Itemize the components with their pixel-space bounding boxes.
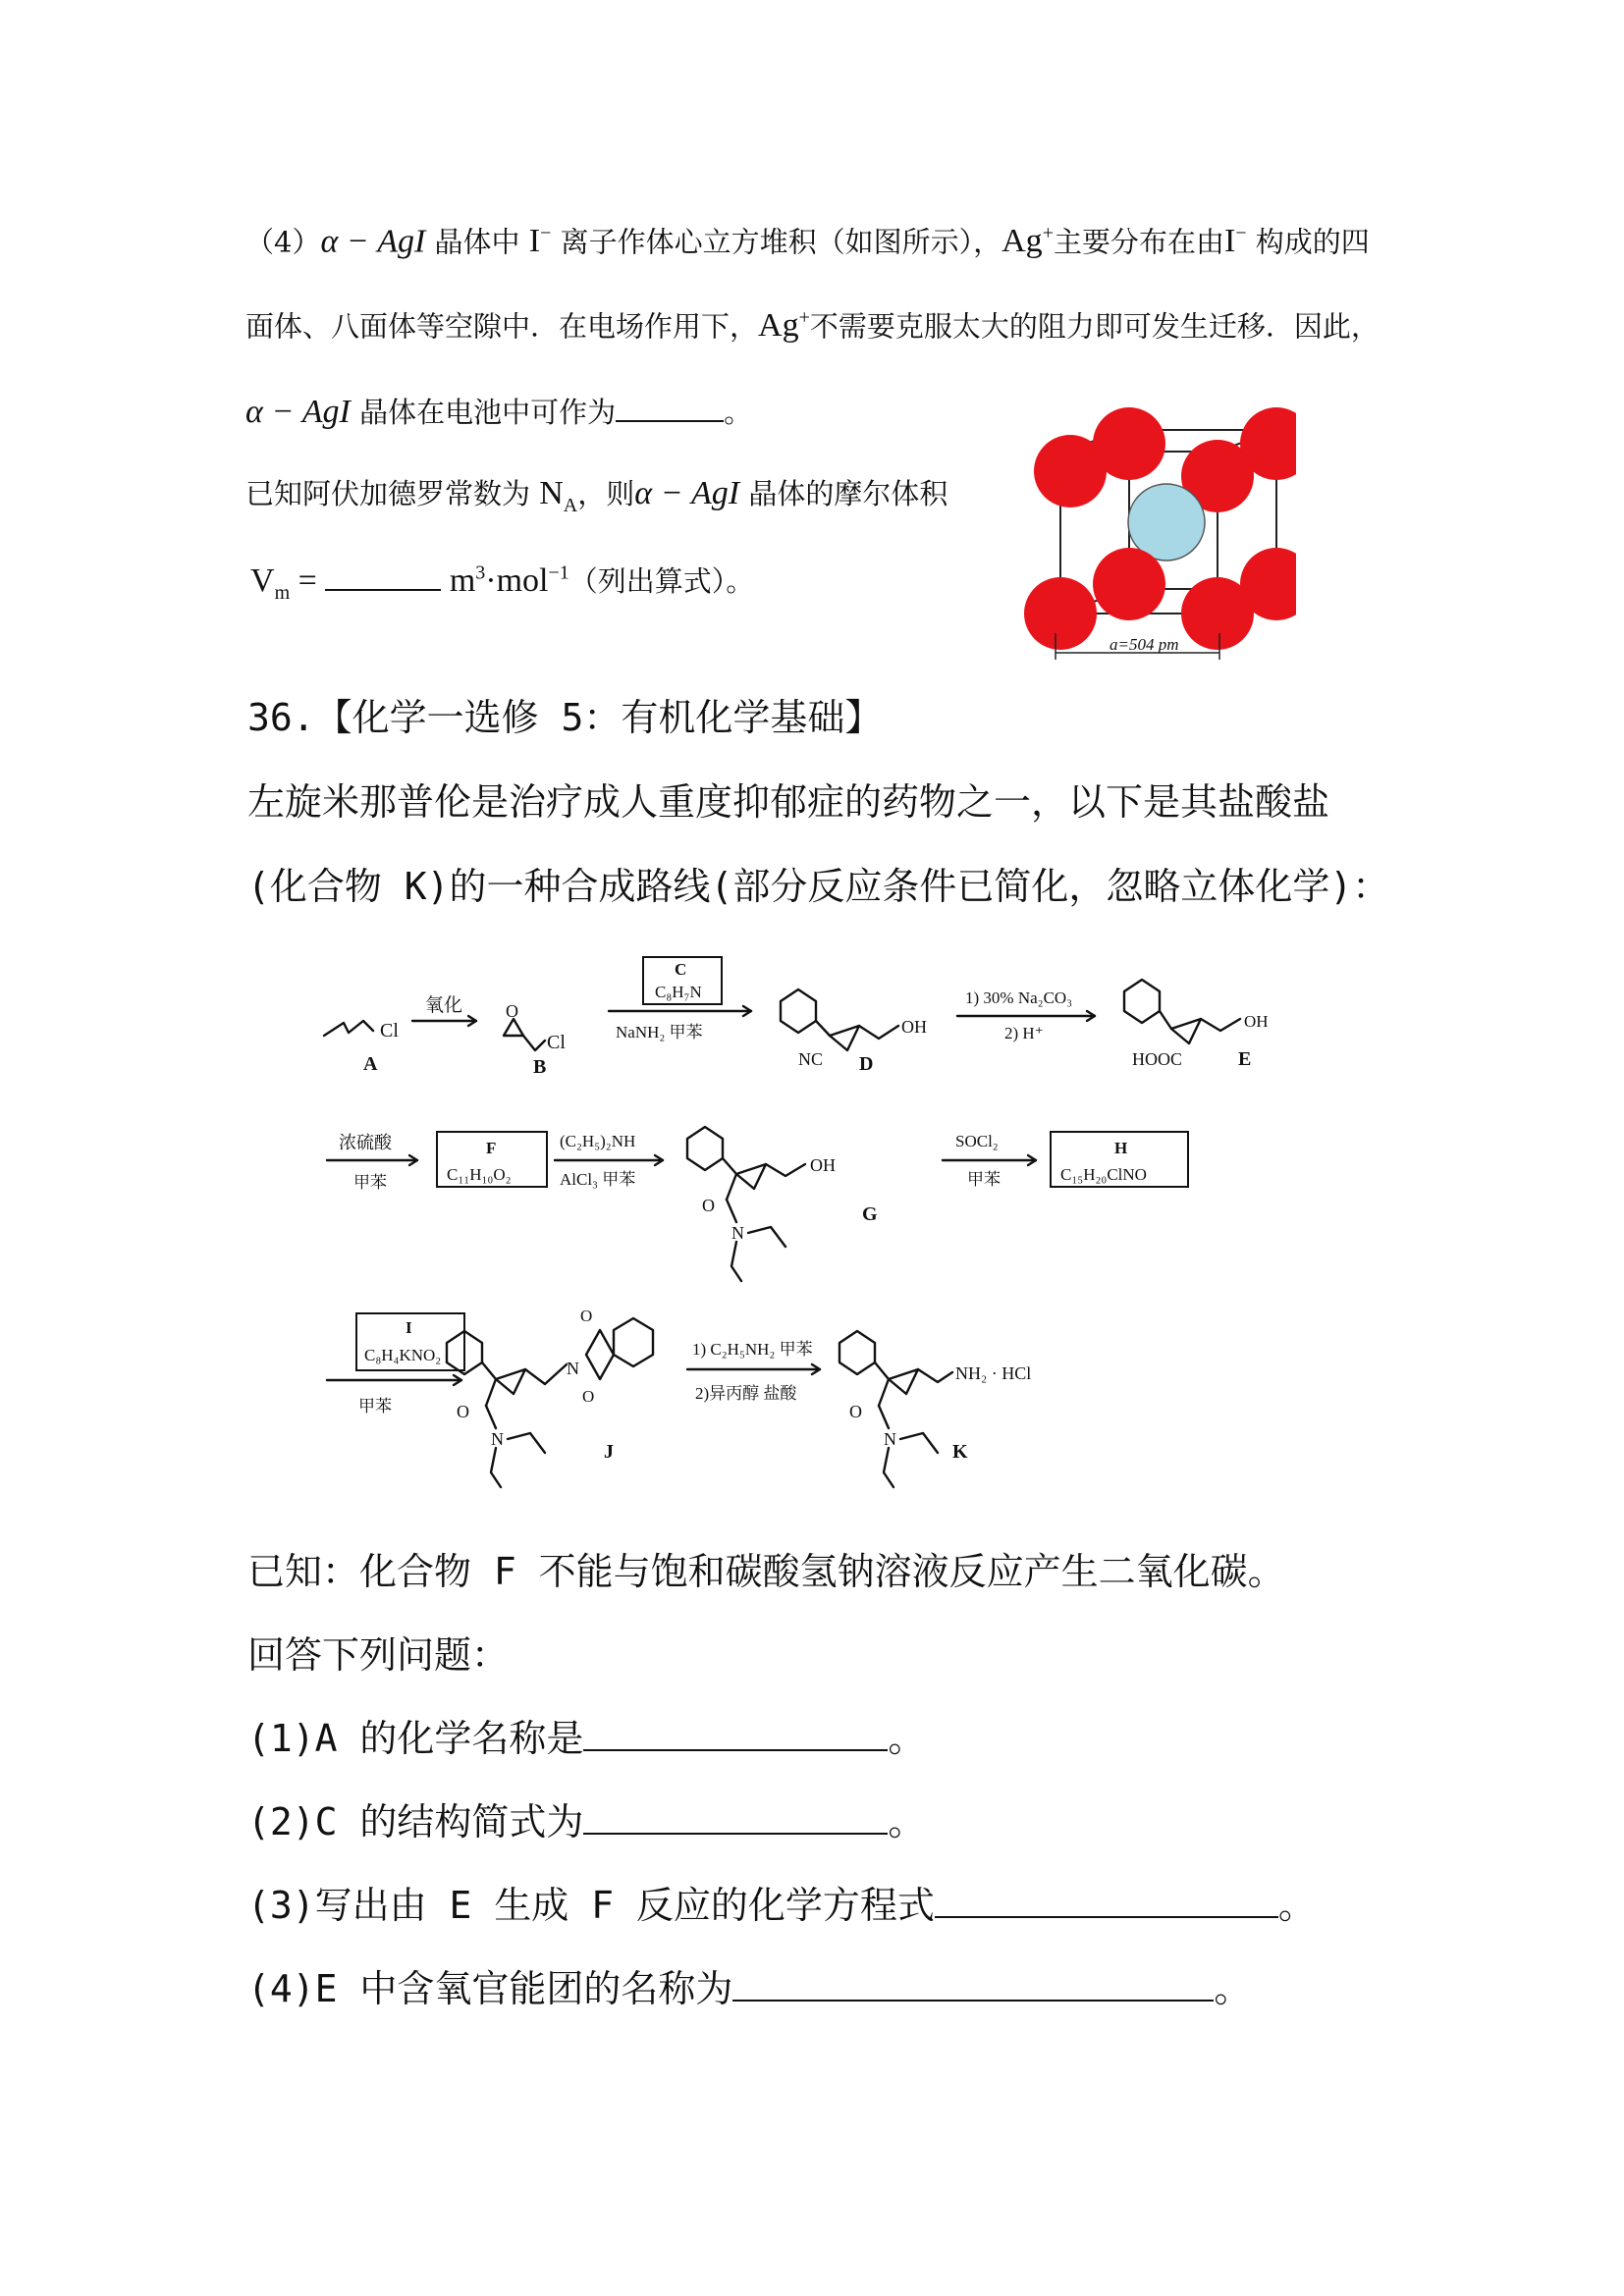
q36-intro-line1: 左旋米那普伦是治疗成人重度抑郁症的药物之一，以下是其盐酸盐	[247, 780, 1330, 824]
text: 已知阿伏加德罗常数为	[245, 477, 540, 510]
svg-text:J: J	[604, 1441, 614, 1463]
svg-text:NaNH₂ 甲苯: NaNH₂ 甲苯	[616, 1023, 703, 1041]
part4-line4	[245, 477, 947, 515]
sub-question-1	[247, 1717, 926, 1760]
svg-text:O: O	[582, 1387, 595, 1406]
svg-text:C: C	[675, 960, 687, 979]
svg-text:C₈H₇N: C₈H₇N	[655, 983, 702, 1001]
svg-text:F: F	[486, 1139, 497, 1157]
arrow-h-to-j	[327, 1313, 464, 1415]
iodide-ion: I−	[528, 223, 552, 260]
arrow-e-to-f	[327, 1133, 417, 1192]
svg-text:E: E	[1238, 1048, 1252, 1070]
compound-B	[504, 1001, 566, 1078]
arrow-j-to-k	[687, 1340, 820, 1403]
svg-text:I: I	[406, 1318, 412, 1337]
text: 。	[1277, 1884, 1316, 1927]
svg-text:O: O	[849, 1402, 862, 1421]
part4-line3	[245, 393, 752, 429]
svg-text:N: N	[884, 1429, 896, 1449]
synthesis-scheme	[309, 942, 1330, 1492]
silver-ion: Ag+	[1001, 223, 1054, 260]
svg-text:甲苯: 甲苯	[353, 1173, 387, 1192]
equals: =	[290, 562, 326, 599]
compound-A	[324, 1020, 399, 1075]
molar-volume: $V_m$	[250, 562, 291, 604]
text: 构成的四	[1246, 225, 1370, 259]
silver-ion: Ag+	[758, 307, 810, 345]
known-statement: 已知：化合物 F 不能与饱和碳酸氢钠溶液反应产生二氧化碳。	[247, 1550, 1285, 1593]
text: 晶体的摩尔体积	[739, 477, 948, 510]
svg-text:D: D	[859, 1053, 874, 1075]
svg-text:甲苯: 甲苯	[358, 1397, 392, 1415]
question-number: （4）	[245, 225, 321, 259]
svg-text:O: O	[457, 1402, 469, 1421]
iodide-sphere	[1024, 577, 1097, 650]
svg-text:H: H	[1114, 1139, 1128, 1157]
part4-line2	[245, 308, 1380, 343]
text: 晶体在电池中可作为	[350, 396, 617, 429]
svg-text:C₁₁H₁₀O₂: C₁₁H₁₀O₂	[447, 1165, 512, 1184]
arrow-d-to-e	[957, 988, 1095, 1042]
svg-text:浓硫酸: 浓硫酸	[339, 1133, 392, 1152]
silver-sphere	[1128, 484, 1205, 561]
sub-question-4	[247, 1967, 1252, 2010]
iodide-sphere	[1181, 577, 1254, 650]
answer-blank[interactable]	[616, 393, 724, 422]
svg-text:N: N	[491, 1429, 504, 1449]
alpha-agi: α − AgI	[634, 475, 740, 511]
answer-blank[interactable]	[583, 1805, 888, 1835]
alpha-agi: α − AgI	[245, 394, 351, 430]
svg-text:C₁₅H₂₀ClNO: C₁₅H₂₀ClNO	[1060, 1165, 1147, 1184]
answer-prompt: 回答下列问题：	[247, 1633, 510, 1677]
svg-text:2)异丙醇 盐酸: 2)异丙醇 盐酸	[695, 1384, 797, 1403]
svg-text:C₈H₄KNO₂: C₈H₄KNO₂	[364, 1346, 442, 1364]
q36-heading: 36.【化学一选修 5：有机化学基础】	[247, 696, 883, 739]
svg-text:甲苯: 甲苯	[967, 1170, 1001, 1189]
lattice-constant-label: a=504 pm	[1110, 635, 1179, 654]
svg-text:AlCl₃ 甲苯: AlCl₃ 甲苯	[560, 1170, 636, 1189]
svg-text:N: N	[567, 1359, 579, 1378]
svg-text:NC: NC	[798, 1049, 824, 1069]
svg-text:G: G	[862, 1203, 878, 1225]
sub-question-3	[247, 1884, 1316, 1927]
svg-text:OH: OH	[810, 1155, 836, 1175]
svg-text:SOCl₂: SOCl₂	[955, 1132, 999, 1150]
answer-blank[interactable]	[325, 561, 441, 591]
text: 不需要克服太大的阻力即可发生迁移．因此，	[809, 309, 1380, 344]
part4-line5	[250, 561, 754, 603]
svg-text:OH: OH	[1244, 1012, 1269, 1031]
compound-D	[781, 989, 927, 1075]
svg-text:N: N	[731, 1223, 744, 1243]
svg-text:O: O	[506, 1001, 518, 1021]
text: (3)写出由 E 生成 F 反应的化学方程式	[247, 1884, 935, 1927]
arrow-oxidation	[412, 994, 476, 1026]
svg-text:Cl: Cl	[547, 1032, 566, 1053]
text: 。	[724, 396, 753, 429]
svg-text:2) H⁺: 2) H⁺	[1004, 1024, 1044, 1042]
compound-F-box	[437, 1132, 547, 1187]
answer-blank[interactable]	[935, 1889, 1278, 1918]
part4-line1	[245, 224, 1370, 258]
svg-text:1) 30% Na₂CO₃: 1) 30% Na₂CO₃	[965, 988, 1073, 1007]
text: 主要分布在由	[1053, 225, 1224, 259]
compound-K	[839, 1331, 1031, 1487]
iodide-sphere	[1034, 435, 1107, 507]
svg-text:K: K	[952, 1441, 968, 1463]
text: 。	[1214, 1967, 1252, 2010]
text: 晶体中	[425, 225, 529, 259]
iodide-ion: I−	[1223, 223, 1247, 260]
compound-J	[447, 1307, 653, 1487]
alpha-agi: α − AgI	[320, 223, 426, 260]
svg-text:B: B	[533, 1056, 547, 1078]
text: 离子作体心立方堆积（如图所示），	[551, 225, 1002, 259]
sub-question-2	[247, 1800, 926, 1843]
answer-blank[interactable]	[583, 1722, 888, 1751]
q36-intro-line2: (化合物 K)的一种合成路线(部分反应条件已简化，忽略立体化学)：	[247, 865, 1390, 908]
text: ，则	[577, 477, 635, 510]
compound-H-box	[1051, 1132, 1188, 1187]
text: 面体、八面体等空隙中．在电场作用下，	[245, 309, 759, 344]
arrow-b-to-d	[609, 957, 751, 1041]
text: (4)E 中含氧官能团的名称为	[247, 1967, 733, 2010]
svg-text:1) C₂H₅NH₂ 甲苯: 1) C₂H₅NH₂ 甲苯	[692, 1340, 813, 1359]
answer-blank[interactable]	[732, 1972, 1214, 2002]
svg-text:O: O	[580, 1307, 593, 1325]
iodide-sphere	[1093, 548, 1165, 620]
arrow-g-to-h	[943, 1132, 1036, 1189]
compound-G	[687, 1127, 878, 1281]
bcc-lattice-figure	[1011, 402, 1296, 672]
svg-text:OH: OH	[901, 1017, 927, 1037]
svg-text:A: A	[363, 1053, 378, 1075]
text: （列出算式）。	[568, 564, 755, 598]
text: (1)A 的化学名称是	[247, 1717, 584, 1760]
unit: $m^3\cdot mol^{-1}$	[449, 561, 569, 599]
text: 。	[888, 1800, 926, 1843]
text: 。	[888, 1717, 926, 1760]
svg-text:Cl: Cl	[380, 1020, 399, 1041]
svg-text:氧化: 氧化	[425, 995, 463, 1016]
text: (2)C 的结构简式为	[247, 1800, 584, 1843]
avogadro-constant: $N_A$	[539, 475, 578, 516]
svg-text:O: O	[702, 1196, 715, 1215]
compound-E	[1124, 980, 1269, 1070]
svg-text:(C₂H₅)₂NH: (C₂H₅)₂NH	[560, 1132, 636, 1150]
svg-text:HOOC: HOOC	[1132, 1049, 1183, 1069]
svg-text:NH₂ · HCl: NH₂ · HCl	[955, 1363, 1032, 1383]
arrow-f-to-g	[555, 1132, 663, 1189]
